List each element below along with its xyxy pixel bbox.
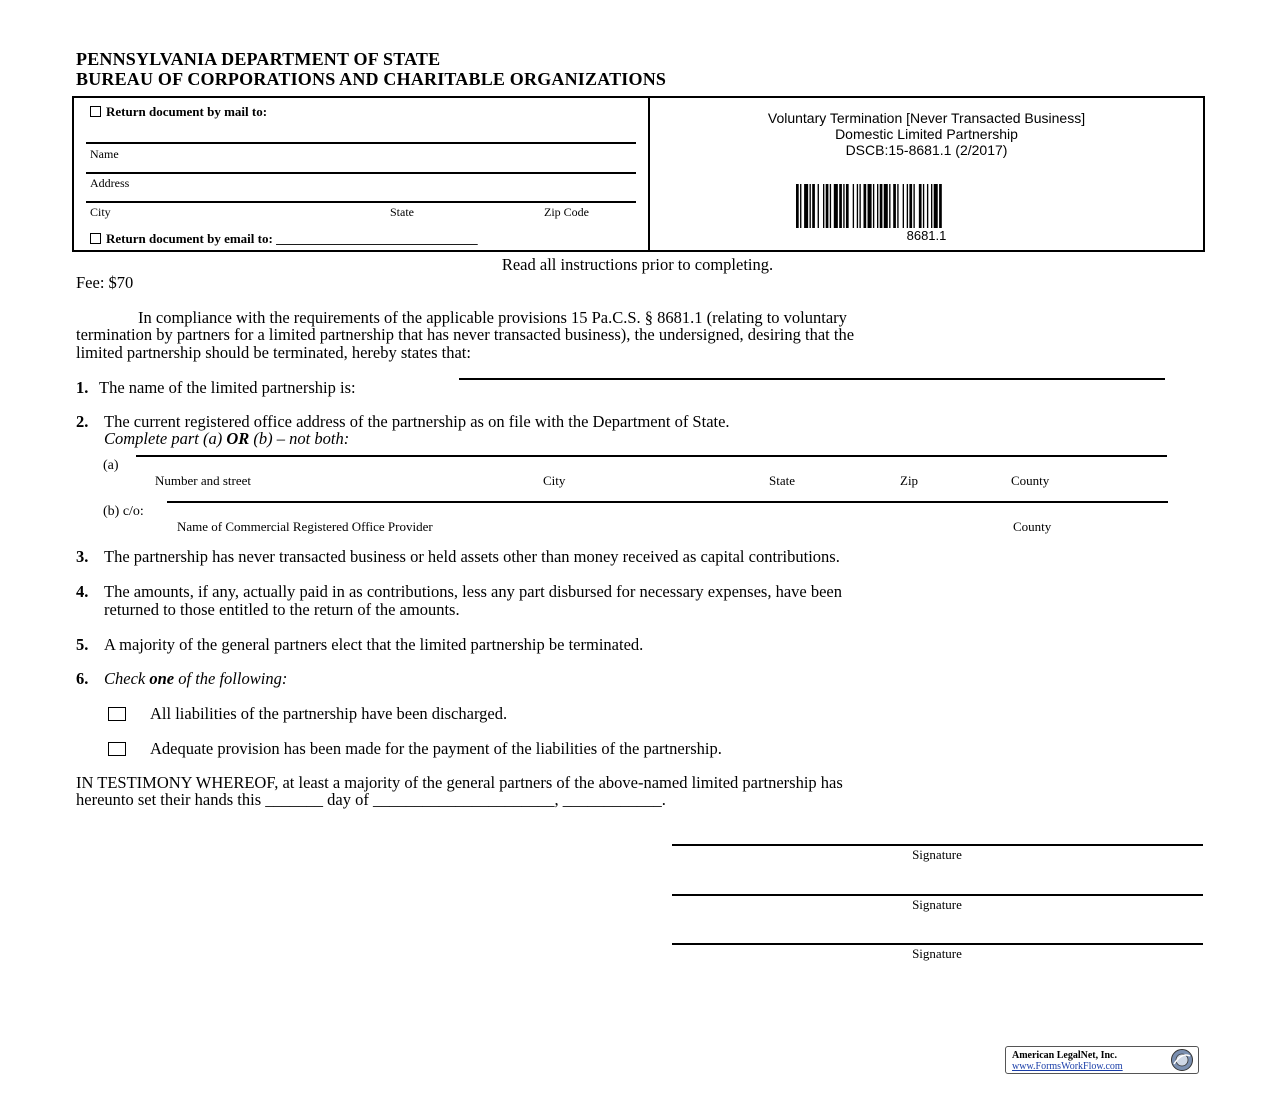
fee-amount: Fee: $70 bbox=[76, 273, 134, 292]
barcode-bar bbox=[834, 184, 838, 228]
barcode-bar bbox=[939, 184, 942, 228]
provider-county-label: County bbox=[1013, 519, 1052, 534]
instructions-note: Read all instructions prior to completing. bbox=[501, 255, 774, 274]
signature-line-3[interactable] bbox=[672, 943, 1203, 945]
registered-office-address-field[interactable] bbox=[136, 455, 1167, 457]
item-2-instruction: Complete part (a) OR (b) – not both: bbox=[104, 429, 350, 448]
part-a-label: (a) bbox=[103, 458, 119, 473]
barcode-bar bbox=[868, 184, 872, 228]
state-label: State bbox=[390, 205, 414, 219]
liabilities-discharged-checkbox[interactable] bbox=[108, 707, 126, 721]
footer-url-link[interactable]: www.FormsWorkFlow.com bbox=[1012, 1061, 1123, 1072]
bureau-title: BUREAU OF CORPORATIONS AND CHARITABLE ORGANIZATIONS bbox=[76, 69, 667, 89]
barcode-bar bbox=[877, 184, 878, 228]
signature-label-1: Signature bbox=[912, 847, 962, 862]
barcode-bar bbox=[864, 184, 867, 228]
signature-label-3: Signature bbox=[912, 946, 962, 961]
return-by-email-checkbox[interactable] bbox=[90, 233, 101, 244]
barcode-bar bbox=[923, 184, 924, 228]
barcode-bar bbox=[796, 184, 799, 228]
item-4-line-2: returned to those entitled to the return of the amounts. bbox=[104, 600, 460, 619]
barcode-bar bbox=[903, 184, 904, 228]
form-number: DSCB:15-8681.1 (2/2017) bbox=[845, 142, 1008, 158]
item-6-number: 6. bbox=[76, 669, 89, 688]
adequate-provision-checkbox[interactable] bbox=[108, 742, 126, 756]
barcode-bar bbox=[893, 184, 896, 228]
city-state-zip-field[interactable] bbox=[86, 201, 636, 203]
form-id-box bbox=[648, 96, 1205, 252]
county-label: County bbox=[1011, 473, 1050, 488]
testimony-line-1: IN TESTIMONY WHEREOF, at least a majority of the general partners of the above-named limited partnership has bbox=[76, 773, 843, 792]
item-6-instruction: Check one of the following: bbox=[104, 669, 288, 688]
barcode-icon bbox=[796, 184, 1040, 228]
intro-line-2: termination by partners for a limited partnership that has never transacted business), the undersigned, desiring that the bbox=[76, 325, 855, 344]
city-label: City bbox=[543, 473, 566, 488]
barcode-bar bbox=[873, 184, 874, 228]
option-2-text: Adequate provision has been made for the payment of the liabilities of the partnership. bbox=[150, 739, 722, 758]
intro-line-3: limited partnership should be terminated, hereby states that: bbox=[76, 343, 471, 362]
globe-logo-icon bbox=[1170, 1048, 1194, 1072]
barcode-bar bbox=[800, 184, 801, 228]
barcode-bar bbox=[810, 184, 811, 228]
barcode-bar bbox=[839, 184, 842, 228]
item-4-number: 4. bbox=[76, 582, 89, 601]
barcode-bar bbox=[919, 184, 922, 228]
barcode-bar bbox=[889, 184, 890, 228]
item-3-text: The partnership has never transacted business or held assets other than money received as capital contributions. bbox=[104, 547, 840, 566]
return-by-email-label: Return document by email to: bbox=[106, 231, 273, 246]
intro-line-1: In compliance with the requirements of the applicable provisions 15 Pa.C.S. § 8681.1 (relating to voluntary bbox=[138, 308, 847, 327]
partnership-name-field[interactable] bbox=[459, 378, 1165, 380]
barcode-bar bbox=[823, 184, 824, 228]
barcode-number: 8681.1 bbox=[906, 228, 947, 243]
address-label: Address bbox=[90, 176, 130, 190]
barcode-bar bbox=[843, 184, 844, 228]
return-document-box bbox=[72, 96, 650, 252]
barcode-bar bbox=[931, 184, 932, 228]
barcode-bar bbox=[909, 184, 912, 228]
email-field[interactable]: _______________________________ bbox=[276, 231, 478, 246]
name-field[interactable] bbox=[86, 142, 636, 144]
return-by-mail-checkbox[interactable] bbox=[90, 106, 101, 117]
form-subtitle: Domestic Limited Partnership bbox=[835, 126, 1018, 142]
barcode-bar bbox=[913, 184, 914, 228]
provider-name-label: Name of Commercial Registered Office Provider bbox=[177, 519, 433, 534]
signature-line-2[interactable] bbox=[672, 894, 1203, 896]
testimony-line-2[interactable]: hereunto set their hands this _______ day of ______________________, ____________. bbox=[76, 790, 666, 809]
agency-title: PENNSYLVANIA DEPARTMENT OF STATE bbox=[76, 49, 441, 69]
barcode-bar bbox=[846, 184, 849, 228]
name-label: Name bbox=[90, 147, 119, 161]
address-field[interactable] bbox=[86, 172, 636, 174]
barcode-bar bbox=[804, 184, 808, 228]
barcode-bar bbox=[934, 184, 938, 228]
barcode-bar bbox=[907, 184, 908, 228]
barcode-bar bbox=[897, 184, 898, 228]
item-5-number: 5. bbox=[76, 635, 89, 654]
item-2-text: The current registered office address of the partnership as on file with the Department of State. bbox=[104, 412, 730, 431]
barcode-bar bbox=[927, 184, 928, 228]
city-label: City bbox=[90, 205, 111, 219]
form-title: Voluntary Termination [Never Transacted Business] bbox=[767, 110, 1086, 126]
barcode-bar bbox=[880, 184, 883, 228]
signature-label-2: Signature bbox=[912, 897, 962, 912]
return-by-mail-label: Return document by mail to: bbox=[106, 104, 268, 119]
option-1-text: All liabilities of the partnership have been discharged. bbox=[150, 704, 508, 723]
item-4-line-1: The amounts, if any, actually paid in as contributions, less any part disbursed for necessary expenses, have been bbox=[104, 582, 843, 601]
barcode-bar bbox=[857, 184, 858, 228]
item-2-number: 2. bbox=[76, 412, 89, 431]
zip-label: Zip bbox=[900, 473, 919, 488]
item-3-number: 3. bbox=[76, 547, 89, 566]
footer-badge bbox=[1005, 1046, 1199, 1074]
signature-line-1[interactable] bbox=[672, 844, 1203, 846]
part-b-label: (b) c/o: bbox=[103, 504, 144, 519]
item-1-number: 1. bbox=[76, 378, 89, 397]
barcode-bar bbox=[859, 184, 860, 228]
state-label: State bbox=[769, 473, 795, 488]
barcode-bar bbox=[826, 184, 829, 228]
commercial-provider-field[interactable] bbox=[167, 501, 1168, 503]
barcode-bar bbox=[812, 184, 815, 228]
barcode-bar bbox=[853, 184, 854, 228]
barcode-bar bbox=[830, 184, 831, 228]
barcode-bar bbox=[818, 184, 819, 228]
item-1-text: The name of the limited partnership is: bbox=[99, 378, 356, 397]
zip-label: Zip Code bbox=[544, 205, 589, 219]
item-5-text: A majority of the general partners elect that the limited partnership be terminated. bbox=[104, 635, 644, 654]
number-street-label: Number and street bbox=[155, 473, 252, 488]
footer-company: American LegalNet, Inc. bbox=[1012, 1050, 1117, 1061]
barcode-bar bbox=[884, 184, 888, 228]
